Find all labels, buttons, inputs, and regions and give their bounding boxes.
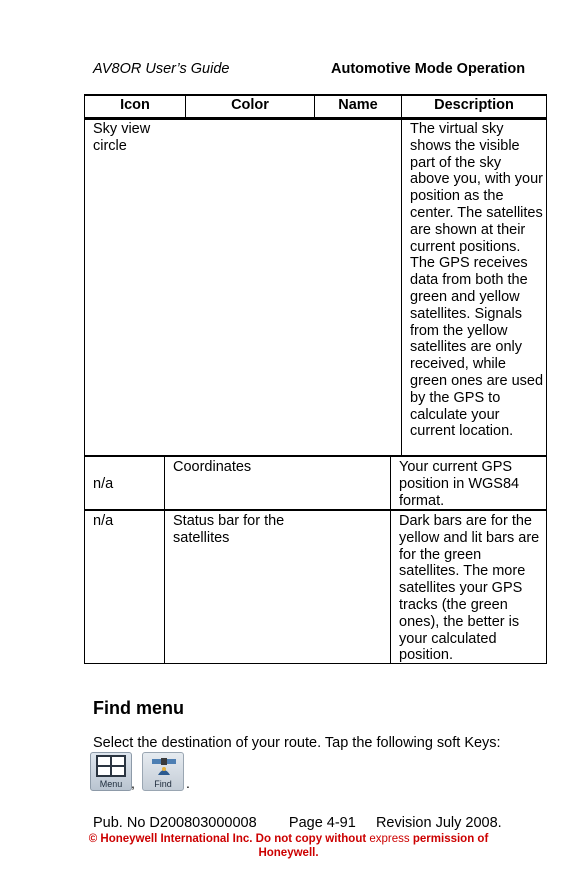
copyright-text-c: permission of [412,833,489,845]
softkey-end-period: . [186,775,190,791]
row1-description: The virtual sky shows the visible part of the sky above you, with your position as the center. The satellites are shown at their current positions. The GPS receives data from both the green and yellow satellites. Signals from the yellow satellites are only received, while green ones are used by the GPS to calculate your current location. [410,121,544,440]
copyright-text-a: © Honeywell International Inc. Do not copy without [88,833,367,845]
footer-publication-info: Pub. No D200803000008 Page 4-91 Revision July 2008. [93,815,502,831]
table-border-right [546,94,547,664]
row2-description: Your current GPS position in WGS84 format. [399,459,520,509]
section-heading: Find menu [93,698,184,718]
row1-icon-text: Sky view circle [93,121,151,154]
column-header-description: Description [434,97,514,113]
section-text: Select the destination of your route. Tap the following soft Keys: [93,735,501,751]
row2-name: Coordinates [173,459,252,475]
column-header-icon: Icon [120,97,150,113]
find-softkey[interactable] [142,752,184,791]
running-header-section: Automotive Mode Operation [331,61,526,77]
table-border-left [84,94,85,664]
softkey-separator: , [131,775,135,791]
footer-copyright [0,832,577,860]
menu-softkey-label: Menu [99,779,123,789]
row3-icon-text: n/a [93,513,114,529]
rows23-divider-2 [390,456,391,664]
column-header-name: Name [338,97,378,113]
running-header-title: AV8OR User’s Guide [93,61,230,77]
rows23-divider-1 [164,456,165,664]
menu-softkey[interactable] [90,752,132,791]
column-header-color: Color [231,97,269,113]
copyright-text-d: Honeywell. [258,847,319,859]
copyright-text-b: express [369,833,410,845]
table-header-rule [84,117,547,120]
row3-description: Dark bars are for the yellow and lit bars are for the green satellites. The more satellites your GPS tracks (the green ones), the better is your calculated position. [399,513,540,664]
row1-divider [401,118,402,456]
table-row-rule-1 [84,455,547,457]
find-softkey-label: Find [154,779,172,789]
row2-icon-text: n/a [93,476,114,492]
row3-name: Status bar for the satellites [173,513,285,546]
table-border-top [84,94,547,96]
